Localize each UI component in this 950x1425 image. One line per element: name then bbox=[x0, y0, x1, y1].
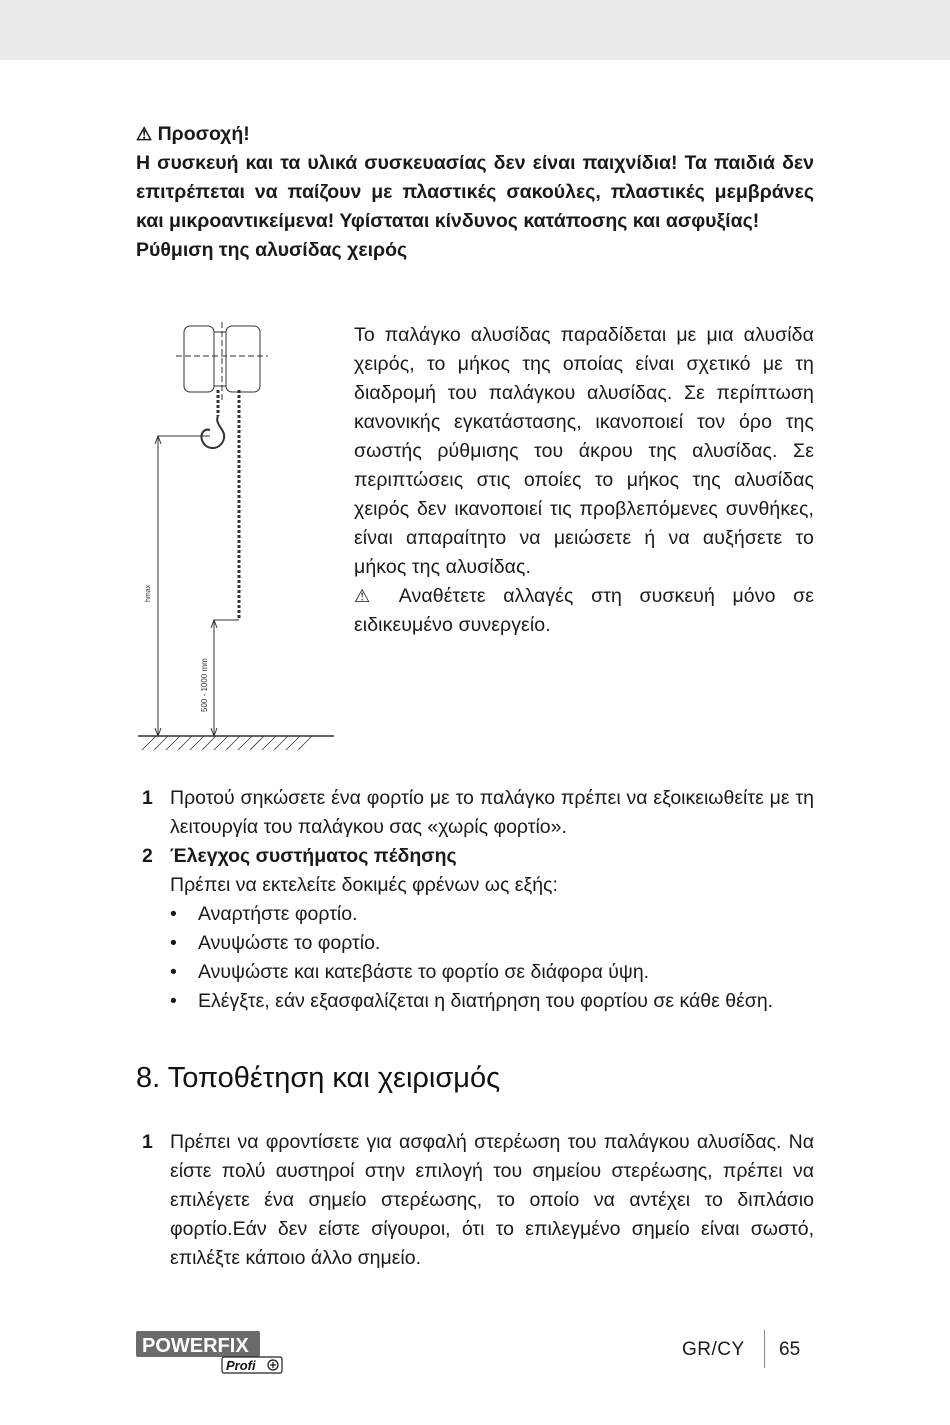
step-number: 1 bbox=[142, 1131, 153, 1153]
step-text: Πρέπει να φροντίσετε για ασφαλή στερέωση του παλάγκου αλυσίδας. Να είστε πολύ αυστηροί στην επιλογή του σημείου στερέωσης, πρέπει να επιλέγετε ένα σημείο στερέωσης, το οποίο να αντέχει το διπλάσιο φορτίο.Εάν δεν είστε σίγουροι, ότι το επιλεγμένο σημείο είναι σωστό, επιλέξτε κάποιο άλλο σημείο. bbox=[170, 1131, 814, 1269]
top-band bbox=[0, 0, 950, 60]
warning-heading-line bbox=[136, 120, 814, 149]
powerfix-logo bbox=[136, 1329, 286, 1375]
step-item bbox=[136, 784, 814, 842]
hmax-label: hmax bbox=[145, 584, 152, 602]
step-title: Έλεγχος συστήματος πέδησης bbox=[170, 845, 457, 867]
brake-test-list bbox=[170, 900, 814, 1016]
step-number: 2 bbox=[142, 845, 153, 867]
step-intro: Πρέπει να εκτελείτε δοκιμές φρένων ως εξής: bbox=[170, 874, 558, 896]
chain-hoist-diagram bbox=[136, 320, 336, 760]
section-steps bbox=[136, 1128, 814, 1273]
footer-language: GR/CY bbox=[682, 1339, 745, 1360]
chain-adjustment-heading: Ρύθμιση της αλυσίδας χειρός bbox=[136, 239, 408, 261]
warning-text: Η συσκευή και τα υλικά συσκευασίας δεν είναι παιχνίδια! Τα παιδιά δεν επιτρέπεται να παίζουν με πλαστικές σακούλες, πλαστικές μεμβράνες και μικροαντικείμενα! Υφίσταται κίνδυνος κατάποσης και ασφυξίας! bbox=[136, 152, 814, 232]
hoist-body-left bbox=[184, 326, 214, 392]
step-item bbox=[136, 1128, 814, 1273]
chain-description bbox=[354, 321, 814, 640]
warning-triangle-icon: ⚠ bbox=[136, 124, 153, 144]
warning-heading: Προσοχή! bbox=[157, 123, 250, 145]
section-title: 8. Τοποθέτηση και χειρισμός bbox=[136, 1062, 501, 1094]
description-warning-text: Αναθέτετε αλλαγές στη συσκευή μόνο σε ειδικευμένο συνεργείο. bbox=[354, 585, 814, 636]
svg-text:Profi: Profi bbox=[226, 1358, 256, 1373]
hook bbox=[201, 416, 224, 448]
hoist-body-right bbox=[226, 326, 260, 392]
list-item: • Ανυψώστε το φορτίο. bbox=[170, 929, 814, 958]
step-number: 1 bbox=[142, 787, 153, 809]
list-item: • Ελέγξτε, εάν εξασφαλίζεται η διατήρηση του φορτίου σε κάθε θέση. bbox=[170, 987, 814, 1016]
ground-hatch bbox=[142, 736, 312, 750]
description-paragraph: Το παλάγκο αλυσίδας παραδίδεται με μια αλυσίδα χειρός, το μήκος της οποίας είναι σχετικό με τη διαδρομή του παλάγκου αλυσίδας. Σε περίπτωση κανονικής εγκατάστασης, ικανοποιεί τον όρο της σωστής ρύθμισης του άκρου της αλυσίδας. Σε περιπτώσεις στις οποίες το μήκος της αλυσίδας χειρός δεν ικανοποιεί τις προβλεπόμενες συνθήκες, είναι απαραίτητο να μειώσετε ή να αυξήσετε το μήκος της αλυσίδας. bbox=[354, 324, 814, 578]
step-item bbox=[136, 842, 814, 1016]
step-text: Προτού σηκώσετε ένα φορτίο με το παλάγκο πρέπει να εξοικειωθείτε με τη λειτουργία του παλάγκου σας «χωρίς φορτίο». bbox=[170, 787, 814, 838]
footer-divider bbox=[764, 1330, 765, 1368]
list-item: • Ανυψώστε και κατεβάστε το φορτίο σε διάφορα ύψη. bbox=[170, 958, 814, 987]
range-label: 500 - 1000 mm bbox=[200, 658, 209, 712]
svg-text:POWERFIX: POWERFIX bbox=[142, 1335, 249, 1357]
list-item: • Αναρτήστε φορτίο. bbox=[170, 900, 814, 929]
page-number: 65 bbox=[779, 1339, 801, 1360]
warning-block bbox=[136, 120, 814, 265]
hoist-center bbox=[214, 332, 226, 386]
description-warning bbox=[354, 582, 814, 640]
steps-list bbox=[136, 784, 814, 1016]
warning-triangle-icon: ⚠ bbox=[354, 586, 383, 606]
